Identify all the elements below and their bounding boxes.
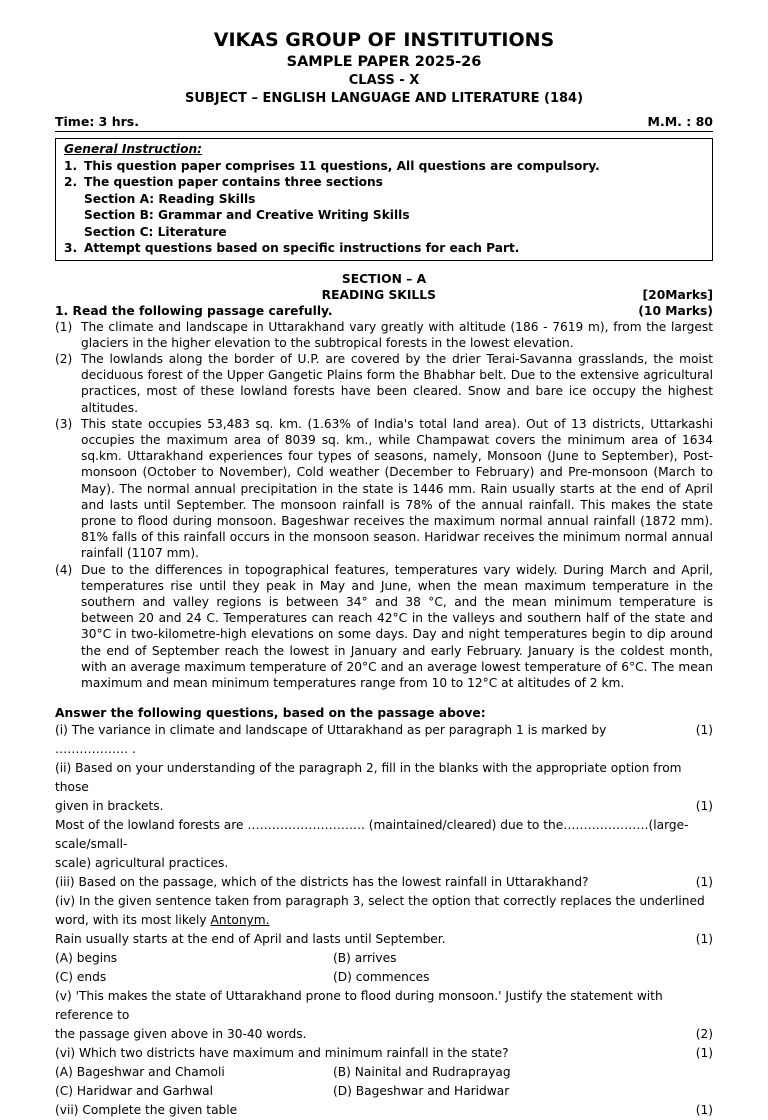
paragraph-text: The climate and landscape in Uttarakhand vary greatly with altitude (186 - 7619 m), from the largest glaciers in the higher elevation to the subtropical forests in the lowest elevation. <box>81 319 713 350</box>
paper-title: SAMPLE PAPER 2025-26 <box>286 54 482 70</box>
question-line <box>55 1101 713 1120</box>
question-text: the passage given above in 30-40 words. <box>55 1027 307 1042</box>
question-marks: (1) <box>695 932 713 947</box>
instruction-item <box>64 240 704 257</box>
question-text: (v) 'This makes the state of Uttarakhand prone to flood during monsoon.' Justify the statement with reference to <box>55 989 663 1023</box>
question-text: (iv) In the given sentence taken from paragraph 3, select the option that correctly replaces the underlined <box>55 894 705 909</box>
question-line <box>55 797 713 816</box>
question-1-label: 1. Read the following passage carefully. <box>55 303 333 318</box>
paragraph-text: Due to the differences in topographical features, temperatures vary widely. During March and April, temperatures rise until they peak in May and June, when the mean maximum temperature in the southern and valley regions is between 34° and 38 °C, and the mean minimum temperature is between 20 and 24 C. Temperatures can reach 42°C in the valleys and southern half of the state and 30°C in two-kilometre-high elevations on some days. Day and night temperatures begin to dip around the end of September reach the lowest in January and early February. January is the coldest month, with an average maximum temperature of 20°C and an average lowest temperature of 6°C. The mean maximum and mean minimum temperatures range from 10 to 12°C at altitudes of 2 km. <box>81 562 713 690</box>
question-line <box>55 1044 713 1063</box>
instruction-text: Attempt questions based on specific instructions for each Part. <box>84 241 520 255</box>
instruction-text: This question paper comprises 11 questions, All questions are compulsory. <box>84 158 600 173</box>
paragraph-text: This state occupies 53,483 sq. km. (1.63% of India's total land area). Out of 13 districts, Uttarkashi occupies the maximum area of 8039 sq. km., while Champawat covers the minimum area of 1634 sq.km. Uttarakhand experiences four types of seasons, namely, Monsoon (June to September), Post-monsoon (October to November), Cold weather (December to February) and Pre-monsoon (March to May). The normal annual precipitation in the state is 1446 mm. Rain usually starts at the end of April and lasts until September. The monsoon rainfall is 78% of the annual rainfall. This makes the state prone to flood during monsoon. Bageshwar receives the maximum normal annual rainfall (1872 mm). 81% falls of this rainfall occurs in the monsoon season. Haridwar receives the minimum normal annual rainfall (1107 mm). <box>81 416 713 561</box>
question-text: (vi) Which two districts have maximum and minimum rainfall in the state? <box>55 1046 509 1061</box>
section-list-item: Section A: Reading Skills <box>84 191 256 206</box>
subject-label: SUBJECT – ENGLISH LANGUAGE AND LITERATURE (184) <box>184 91 584 106</box>
question-line <box>55 911 713 930</box>
question-marks: (1) <box>695 1046 713 1061</box>
paragraph-number: (4) <box>55 562 73 577</box>
institution-title: VIKAS GROUP OF INSTITUTIONS <box>213 29 555 51</box>
section-a-subtitle: READING SKILLS <box>321 287 436 302</box>
question-text: (iii) Based on the passage, which of the districts has the lowest rainfall in Uttarakhand? <box>55 875 589 890</box>
option-row <box>55 1063 713 1082</box>
question-text: Rain usually starts at the end of April and lasts until September. <box>55 932 446 947</box>
general-instructions-box <box>55 138 713 261</box>
question-line <box>55 930 713 949</box>
option: (C) Haridwar and Garhwal <box>55 1084 214 1099</box>
question-line <box>55 873 713 892</box>
underlined-word: Antonym. <box>210 913 270 928</box>
paragraph-number: (2) <box>55 351 73 366</box>
question-text: (vii) Complete the given table <box>55 1103 238 1118</box>
question-text: (i) The variance in climate and landscape of Uttarakhand as per paragraph 1 is marked by ……………… . <box>55 723 607 757</box>
question-text: scale) agricultural practices. <box>55 856 229 871</box>
passage-paragraph <box>55 351 713 416</box>
max-marks-label: M.M. : 80 <box>647 114 713 129</box>
question-marks: (1) <box>695 875 713 890</box>
time-label: Time: 3 hrs. <box>55 114 139 129</box>
passage-paragraph <box>55 416 713 562</box>
option: (B) arrives <box>333 951 397 966</box>
question-paper-page <box>0 28 768 1118</box>
section-list-item: Section B: Grammar and Creative Writing Skills <box>84 208 410 222</box>
question-marks: (2) <box>695 1027 713 1042</box>
question-line <box>55 1025 713 1044</box>
option: (A) begins <box>55 951 118 966</box>
question-1-row <box>55 303 713 319</box>
option: (D) commences <box>333 970 430 985</box>
paragraph-number: (3) <box>55 416 73 431</box>
instruction-item <box>64 158 704 175</box>
question-marks: (1) <box>695 723 713 738</box>
question-1-marks: (10 Marks) <box>638 303 713 318</box>
option: (D) Bageshwar and Haridwar <box>333 1084 510 1099</box>
option: (C) ends <box>55 970 107 985</box>
passage-paragraph <box>55 319 713 351</box>
option: (A) Bageshwar and Chamoli <box>55 1065 225 1080</box>
section-a-subtitle-row <box>55 287 713 303</box>
instruction-number: 1. <box>64 158 78 173</box>
section-list-item: Section C: Literature <box>84 224 227 239</box>
questions-block <box>55 721 713 1120</box>
questions-heading: Answer the following questions, based on the passage above: <box>55 706 486 721</box>
instructions-title: General Instruction: <box>64 142 202 156</box>
time-marks-row <box>55 114 713 132</box>
instruction-number: 3. <box>64 241 78 255</box>
passage-paragraph <box>55 562 713 692</box>
section-a-title: SECTION – A <box>341 271 427 286</box>
option-row <box>55 1082 713 1101</box>
question-text: (ii) Based on your understanding of the paragraph 2, fill in the blanks with the appropriate option from those <box>55 761 682 795</box>
paragraph-text: The lowlands along the border of U.P. are covered by the drier Terai-Savanna grasslands, the moist deciduous forest of the Upper Gangetic Plains form the Bhabhar belt. Due to the extensive agricultural practices, most of these lowland forests have been cleared. Snow and bare ice occupy the highest altitudes. <box>81 351 713 415</box>
question-marks: (1) <box>695 799 713 814</box>
instruction-item <box>64 174 704 191</box>
question-line <box>55 721 713 759</box>
section-a-marks: [20Marks] <box>642 287 713 302</box>
question-marks: (1) <box>695 1103 713 1118</box>
option: (B) Nainital and Rudraprayag <box>333 1065 511 1080</box>
question-text: given in brackets. <box>55 799 164 814</box>
instruction-text: The question paper contains three sections <box>84 175 383 189</box>
question-text: word, with its most likely <box>55 913 207 928</box>
paragraph-number: (1) <box>55 319 73 334</box>
instruction-number: 2. <box>64 175 78 189</box>
question-text: Most of the lowland forests are ……………………….. (maintained/cleared) due to the…………………(large-scale/small- <box>55 818 689 852</box>
option-row <box>55 949 713 968</box>
option-row <box>55 968 713 987</box>
class-label: CLASS - X <box>348 73 420 88</box>
